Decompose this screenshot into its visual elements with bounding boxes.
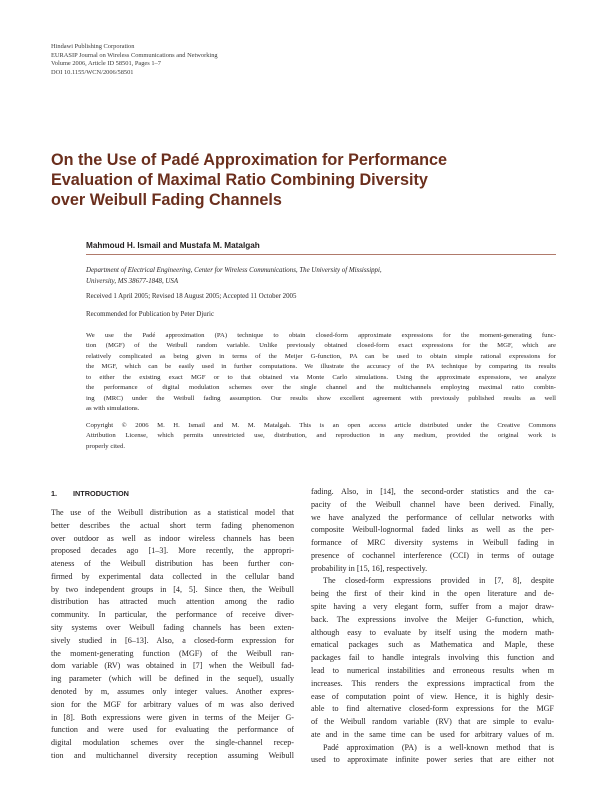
journal-header bbox=[51, 43, 218, 77]
abstract-line: We use the Padé approximation (PA) technique to obtain closed-form approximate expressions for the moment-generating func- bbox=[86, 332, 556, 339]
body-text-line: being the first of their kind in the open literature and de- bbox=[311, 589, 554, 599]
body-text-line: sity systems over Weibull fading channels has been exten- bbox=[51, 623, 294, 633]
body-text-line: denoted by m, assumes only integer values. Another expres- bbox=[51, 686, 294, 696]
body-text-line: formance of MRC diversity systems in Weibull fading in bbox=[311, 538, 554, 548]
body-text-line: ease of computation point of view. Hence, it is highly desir- bbox=[311, 691, 554, 701]
affiliation-line: Department of Electrical Engineering, Center for Wireless Communications, The University of Mississippi, bbox=[86, 267, 382, 274]
body-text-line: tion and multichannel diversity reception assuming Weibull bbox=[51, 750, 294, 760]
doi: DOI 10.1155/WCN/2006/58501 bbox=[51, 68, 134, 76]
body-text-line: firmed by experimental data collected in the cellular band bbox=[51, 571, 294, 581]
body-text-line: community. In particular, the performance of receive diver- bbox=[51, 610, 294, 620]
abstract-line: to either the existing exact MGF or to that obtained via Monte Carlo simulations. Using the approximate expressions, we analyze bbox=[86, 373, 556, 381]
body-text-line: probability in [15, 16], respectively. bbox=[311, 563, 428, 573]
body-text-line: spite having a very elegant form, suffer from a major draw- bbox=[311, 602, 554, 612]
body-text-line: presence of cochannel interference (CCI) in terms of outage bbox=[311, 550, 554, 560]
abstract-line: the MGF, which can be easily used in further computations. We illustrate the accuracy of the PA technique by comparing its results bbox=[86, 363, 556, 371]
affiliation-line: University, MS 38677-1848, USA bbox=[86, 278, 179, 286]
body-text-line: The use of the Weibull distribution as a statistical model that bbox=[51, 508, 294, 517]
body-text-line: ateness of the Weibull distribution has been further con- bbox=[51, 559, 294, 569]
body-text-line: the moment-generating function (MGF) of the Weibull ran- bbox=[51, 648, 294, 658]
body-text-line: increases. This renders the expressions impractical from the bbox=[311, 678, 554, 688]
body-text-line: digital modulation schemes over the single-channel recep- bbox=[51, 738, 294, 748]
copyright-line: Copyright © 2006 M. H. Ismail and M. M. Matalgah. This is an open access article distributed under the Creative Commons bbox=[86, 422, 556, 429]
abstract-line: ing (MRC) under the Weibull fading assumption. Our results show excellent agreement with previously published results as well bbox=[86, 394, 556, 402]
body-text-line: by two independent groups in [4, 5]. Since then, the Weibull bbox=[51, 584, 294, 594]
body-text-line: in [8]. Both expressions were given in terms of the Meijer G- bbox=[51, 712, 294, 722]
author-divider bbox=[86, 254, 556, 255]
submission-dates: Received 1 April 2005; Revised 18 August 2005; Accepted 11 October 2005 bbox=[86, 293, 297, 300]
copyright-line: Attribution License, which permits unrestricted use, distribution, and reproduction in any medium, provided the original work is bbox=[86, 432, 556, 440]
authors: Mahmoud H. Ismail and Mustafa M. Matalgah bbox=[86, 241, 260, 250]
body-text-line: pacity of the Weibull channel have been derived. Finally, bbox=[311, 499, 554, 509]
abstract-line: tion (MGF) of the Weibull random variable. Unlike previously obtained closed-form exact expressions for the MGF, which are bbox=[86, 342, 556, 350]
body-column-right bbox=[311, 486, 554, 767]
title-line: On the Use of Padé Approximation for Performance bbox=[51, 151, 448, 169]
section-title: INTRODUCTION bbox=[73, 489, 129, 498]
body-text-line: sion for the MGF for arbitrary values of m was also derived bbox=[51, 699, 294, 709]
journal-name: EURASIP Journal on Wireless Communications and Networking bbox=[51, 51, 218, 59]
abstract-line: relatively complicated as being given in terms of the Meijer G-function, PA can be used to obtain simple rational expressions for bbox=[86, 352, 556, 360]
copyright-line: properly cited. bbox=[86, 442, 125, 450]
body-text-line: fading. Also, in [14], the second-order statistics and the ca- bbox=[311, 487, 554, 496]
body-text-line: function and were used for evaluating the performance of bbox=[51, 725, 294, 735]
publisher: Hindawi Publishing Corporation bbox=[51, 43, 135, 50]
title-line: over Weibull Fading Channels bbox=[51, 191, 282, 209]
abstract-line: as with simulations. bbox=[86, 405, 140, 413]
recommended-by: Recommended for Publication by Peter Djuric bbox=[86, 311, 215, 318]
volume-info: Volume 2006, Article ID 58501, Pages 1–7 bbox=[51, 60, 161, 68]
abstract-line: the performance of digital modulation schemes over the single channel and the multichannels employing maximal ratio combin- bbox=[86, 384, 556, 392]
body-text-line: over outdoor as well as indoor wireless channels has been bbox=[51, 533, 294, 543]
section-heading bbox=[51, 489, 129, 498]
body-text-line: packages fail to handle integrals involving this function and bbox=[311, 653, 554, 663]
body-text-line: lead to numerical instabilities and erroneous results when m bbox=[311, 665, 554, 675]
body-text-line: although easy to evaluate by itself using the modern math- bbox=[311, 627, 554, 637]
body-text-line: dom variable (RV) was obtained in [7] when the Weibull fad- bbox=[51, 661, 294, 671]
body-text-line: ing parameter (which will be defined in the sequel), usually bbox=[51, 674, 294, 684]
body-text-line: we have analyzed the performance of cellular networks with bbox=[311, 512, 554, 522]
title-line: Evaluation of Maximal Ratio Combining Diversity bbox=[51, 171, 428, 189]
body-text-line: Padé approximation (PA) is a well-known method that is bbox=[323, 742, 554, 752]
body-text-line: better describes the actual short term fading phenomenon bbox=[51, 520, 294, 530]
body-text-line: sively studied in [6–13]. Also, a closed-form expression for bbox=[51, 635, 294, 645]
body-text-line: back. The expressions involve the Meijer G-function, which, bbox=[311, 614, 554, 624]
section-number: 1. bbox=[51, 489, 58, 498]
body-text-line: composite Weibull-lognormal faded links as well as the per- bbox=[311, 525, 554, 535]
body-text-line: of the Weibull random variable (RV) that are simple to evalu- bbox=[311, 717, 554, 727]
body-text-line: proposed decades ago [1–3]. More recently, the appropri- bbox=[51, 546, 294, 556]
body-text-line: ate and in the same time can be used for arbitrary values of m. bbox=[311, 729, 554, 739]
body-column-left bbox=[51, 507, 294, 763]
body-text-line: ematical packages such as Mathematica and Maple, these bbox=[311, 640, 554, 650]
body-text-line: able to find alternative closed-form expressions for the MGF bbox=[311, 704, 554, 714]
copyright-notice bbox=[86, 421, 556, 452]
affiliation bbox=[86, 265, 556, 288]
abstract bbox=[86, 331, 556, 415]
body-text-line: used to approximate infinite power series that are either not bbox=[311, 755, 554, 765]
body-text-line: distribution has attracted much attention among the radio bbox=[51, 597, 294, 607]
paper-title bbox=[51, 150, 511, 210]
body-text-line: The closed-form expressions provided in [7, 8], despite bbox=[323, 576, 554, 586]
